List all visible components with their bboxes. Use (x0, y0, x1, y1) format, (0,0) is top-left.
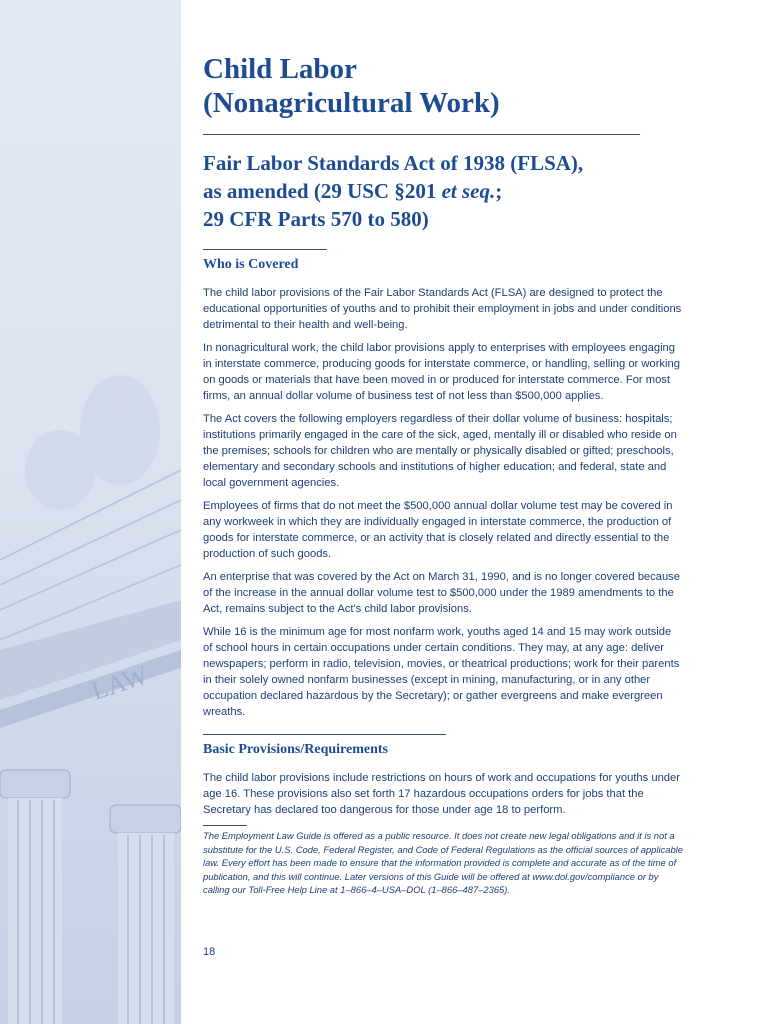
page-title (203, 52, 683, 120)
covered-paragraph-3: The Act covers the following employers regardless of their dollar volume of business: hospitals; institutions primarily engaged in the care of the sick, aged, mentally ill or disabled who reside on the premises; schools for children who are mentally or physically disabled or gifted; preschools, elementary and secondary schools and institutions of higher education; and federal, state and local government agencies. (203, 413, 677, 489)
basic-paragraph-1: The child labor provisions include restrictions on hours of work and occupations for youths under age 16. These provisions also set forth 17 hazardous occupations orders for jobs that the Secretary has declared too dangerous for those under age 18 to perform. (203, 772, 680, 816)
section-heading-who-is-covered: Who is Covered (203, 257, 299, 272)
covered-paragraph-5: An enterprise that was covered by the Act on March 31, 1990, and is no longer covered because of the increase in the annual dollar volume test to $500,000 under the 1989 amendments to the Act, remains subject to the Act's child labor provisions. (203, 571, 681, 615)
covered-paragraph-6: While 16 is the minimum age for most nonfarm work, youths aged 14 and 15 may work outside of school hours in certain occupations under certain conditions. They may, at any age: deliver newspapers; perform in radio, television, movies, or theatrical productions; work for their parents in their solely owned nonfarm businesses (except in mining, manufacturing, or in any other occupation declared hazardous by the Secretary); or gather evergreens and make evergreen wreaths. (203, 626, 680, 718)
courthouse-illustration (0, 0, 181, 1024)
section-heading-basic-provisions: Basic Provisions/Requirements (203, 742, 388, 757)
section-divider-basic (203, 734, 446, 735)
covered-paragraph-4: Employees of firms that do not meet the $500,000 annual dollar volume test may be covered in any workweek in which they are individually engaged in interstate commerce, the production of goods for interstate commerce, or an activity that is closely related and directly essential to the production of such goods. (203, 500, 673, 560)
title-line-1: Child Labor (203, 53, 357, 85)
section-divider-covered (203, 249, 327, 250)
title-divider (203, 134, 640, 135)
page-number: 18 (203, 946, 216, 958)
covered-paragraph-1: The child labor provisions of the Fair Labor Standards Act (FLSA) are designed to protect the educational opportunities of youths and to prohibit their employment in jobs and under conditions detrimental to their health and well-being. (203, 287, 682, 331)
subtitle-line-1: Fair Labor Standards Act of 1938 (FLSA), (203, 151, 584, 175)
page-content (203, 52, 683, 897)
footnote-disclaimer: The Employment Law Guide is offered as a public resource. It does not create new legal obligations and it is not a substitute for the U.S. Code, Federal Register, and Code of Federal Regulations as the official sources of applicable law. Every effort has been made to ensure that the information provided is complete and accurate as of the time of publication, and this will continue. Later versions of this Guide will be offered at www.dol.gov/compliance or by calling our Toll-Free Help Line at 1–866–4–USA–DOL (1–866–487–2365). (203, 830, 683, 895)
footnote-divider (203, 825, 247, 826)
subtitle-line-2-pre: as amended (29 USC §201 (203, 179, 442, 203)
sidebar-decorative-panel (0, 0, 181, 1024)
covered-paragraph-2: In nonagricultural work, the child labor provisions apply to enterprises with employees engaging in interstate commerce, producing goods for interstate commerce, or handling, selling or working on goods or materials that have been moved in or produced for interstate commerce. For most firms, an annual dollar volume of business test of not less than $500,000 applies. (203, 342, 680, 402)
subtitle-line-2-post: ; (495, 179, 503, 203)
law-engraving: LAW (87, 660, 152, 706)
subtitle-line-3: 29 CFR Parts 570 to 580) (203, 207, 429, 231)
subtitle-et-seq: et seq. (441, 179, 496, 203)
page-subtitle (203, 149, 683, 233)
title-line-2: (Nonagricultural Work) (203, 87, 500, 119)
